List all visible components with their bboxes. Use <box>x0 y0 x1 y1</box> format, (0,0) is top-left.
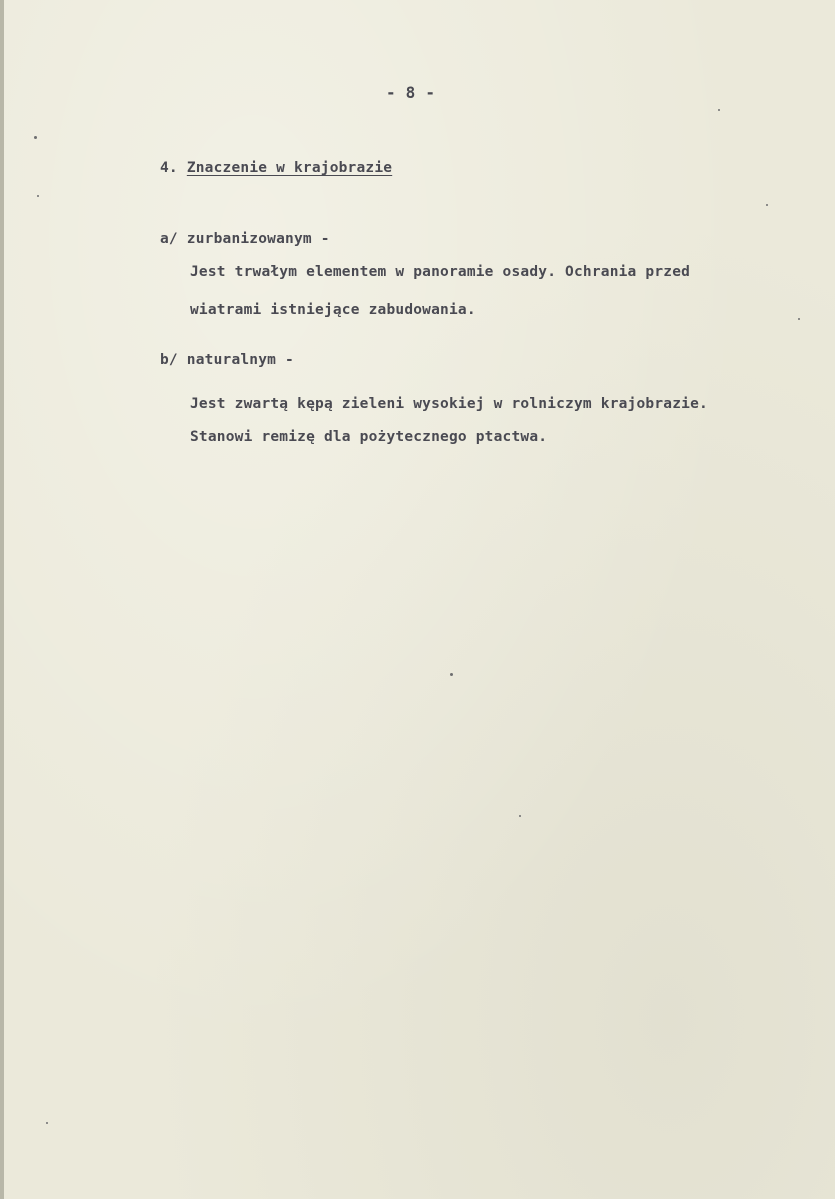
subsection-b-label: b/ naturalnym - <box>160 352 294 368</box>
section-heading <box>160 160 392 176</box>
paper-speck <box>37 195 39 197</box>
paper-speck <box>718 109 720 111</box>
page-number: - 8 - <box>386 83 436 102</box>
subsection-a-line-2: wiatrami istniejące zabudowania. <box>190 302 476 318</box>
subsection-b-line-1: Jest zwartą kępą zieleni wysokiej w rolniczym krajobrazie. <box>190 396 708 412</box>
paper-speck <box>798 318 800 320</box>
paper-speck <box>766 204 768 206</box>
heading-number: 4. <box>160 160 178 176</box>
paper-speck <box>34 136 37 139</box>
heading-title: Znaczenie w krajobrazie <box>186 160 393 176</box>
subsection-a-label: a/ zurbanizowanym - <box>160 231 330 247</box>
paper-speck <box>519 815 521 817</box>
paper-speck <box>450 673 453 676</box>
subsection-b-line-2: Stanowi remizę dla pożytecznego ptactwa. <box>190 429 548 445</box>
subsection-a-line-1: Jest trwałym elementem w panoramie osady. Ochrania przed <box>190 264 691 280</box>
paper-speck <box>46 1122 48 1124</box>
